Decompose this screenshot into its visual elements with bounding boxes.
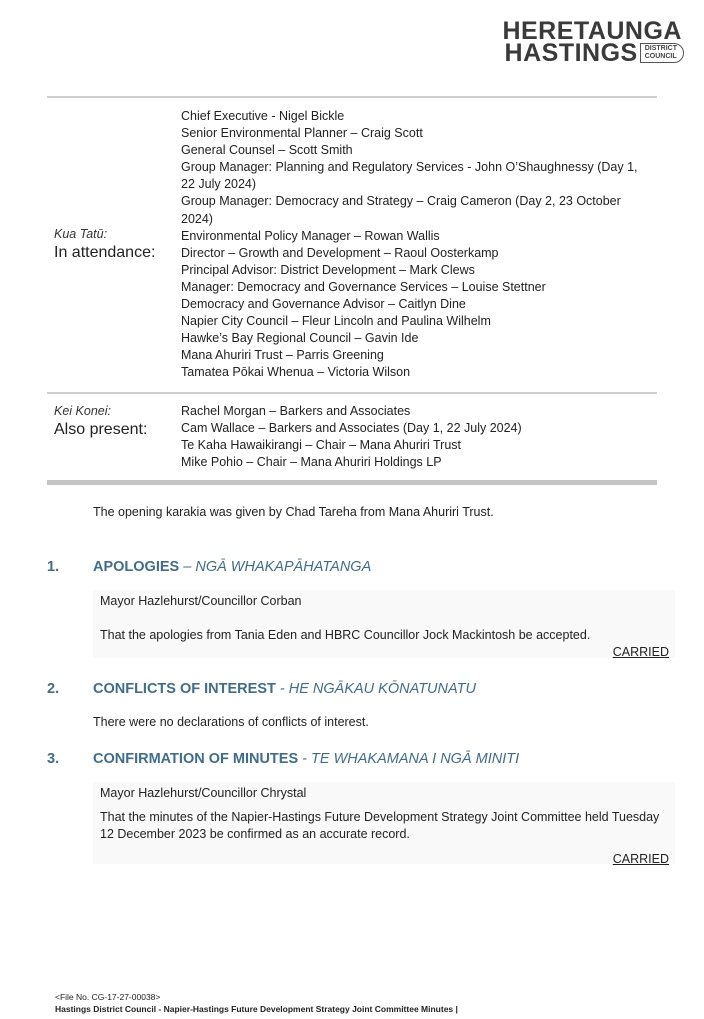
logo-top-text: HERETAUNGA xyxy=(502,17,682,45)
section-title-maori: HE NGĀKAU KŌNATUNATU xyxy=(288,681,476,697)
also-present-list xyxy=(181,403,651,471)
section-number: 2. xyxy=(47,681,60,697)
attendee: Mike Pohio – Chair – Mana Ahuriri Holdings LP xyxy=(181,455,442,470)
section-title xyxy=(93,558,371,576)
logo-badge xyxy=(640,43,684,63)
attendee: Te Kaha Hawaikirangi – Chair – Mana Ahuriri Trust xyxy=(181,438,461,453)
table-rule-bottom xyxy=(47,480,657,485)
opening-karakia-text: The opening karakia was given by Chad Tareha from Mana Ahuriri Trust. xyxy=(93,505,494,519)
table-rule-middle xyxy=(47,392,657,394)
footer-document-title: Hastings District Council - Napier-Hastings Future Development Strategy Joint Committee Minutes | xyxy=(55,1004,458,1014)
apologies-motion xyxy=(93,590,675,658)
attendee: Group Manager: Planning and Regulatory Services - John O’Shaughnessy (Day 1, 22 July 2024) xyxy=(181,160,638,192)
carried-label: CARRIED xyxy=(612,852,669,866)
motion-resolution: That the minutes of the Napier-Hastings Future Development Strategy Joint Committee held Tuesday 12 December 2023 be confirmed as an accurate record. xyxy=(100,810,660,841)
attendee: General Counsel – Scott Smith xyxy=(181,143,353,158)
section-title xyxy=(93,750,519,768)
section-number: 3. xyxy=(47,751,60,767)
section-title-separator: – xyxy=(179,559,196,575)
section-title-separator: - xyxy=(298,751,312,767)
attendee: Cam Wallace – Barkers and Associates (Day 1, 22 July 2024) xyxy=(181,421,522,436)
attendee: Mana Ahuriri Trust – Parris Greening xyxy=(181,348,384,363)
carried-label: CARRIED xyxy=(612,645,669,659)
section-title-maori: NGĀ WHAKAPĀHATANGA xyxy=(195,559,372,575)
attendance-list xyxy=(181,108,651,382)
motion-mover: Mayor Hazlehurst/Councillor Chrystal xyxy=(100,786,307,800)
motion-resolution: That the apologies from Tania Eden and HBRC Councillor Jock Mackintosh be accepted. xyxy=(100,628,591,642)
attendee: Principal Advisor: District Development – Mark Clews xyxy=(181,262,475,277)
attendee: Group Manager: Democracy and Strategy – Craig Cameron (Day 2, 23 October 2024) xyxy=(181,194,621,226)
also-present-label xyxy=(54,403,147,441)
attendee: Senior Environmental Planner – Craig Scott xyxy=(181,126,423,141)
section-title-english: CONFIRMATION OF MINUTES xyxy=(93,751,299,767)
attendee: Rachel Morgan – Barkers and Associates xyxy=(181,404,411,418)
footer-file-number: <File No. CG-17-27-00038> xyxy=(55,992,161,1002)
council-logo xyxy=(464,18,684,68)
also-present-label-english: Also present: xyxy=(54,421,148,438)
also-present-label-maori: Kei Konei: xyxy=(54,404,111,418)
section-title-separator: - xyxy=(275,681,289,697)
minutes-motion xyxy=(93,782,675,864)
conflicts-body: There were no declarations of conflicts of interest. xyxy=(93,715,369,729)
logo-bottom-text: HASTINGS xyxy=(504,39,638,67)
attendee: Tamatea Pōkai Whenua – Victoria Wilson xyxy=(181,365,411,380)
logo-bottom-row xyxy=(505,40,684,66)
attendee: Director – Growth and Development – Raoul Oosterkamp xyxy=(181,245,499,260)
attendee: Democracy and Governance Advisor – Caitlyn Dine xyxy=(181,297,466,312)
attendance-label xyxy=(54,226,155,264)
attendee: Chief Executive - Nigel Bickle xyxy=(181,109,345,123)
logo-badge-line1: DISTRICT xyxy=(644,45,677,52)
attendee: Environmental Policy Manager – Rowan Wallis xyxy=(181,228,440,243)
section-title-maori: TE WHAKAMANA I NGĀ MINITI xyxy=(311,751,520,767)
attendance-label-maori: Kua Tatū: xyxy=(54,227,108,241)
motion-mover: Mayor Hazlehurst/Councillor Corban xyxy=(100,594,302,608)
attendee: Hawke’s Bay Regional Council – Gavin Ide xyxy=(181,331,419,346)
attendee: Manager: Democracy and Governance Services – Louise Stettner xyxy=(181,279,546,294)
attendance-label-english: In attendance: xyxy=(54,244,156,261)
section-number: 1. xyxy=(47,559,60,575)
table-rule-top xyxy=(47,96,657,98)
page-footer xyxy=(55,991,458,1015)
section-title-english: APOLOGIES xyxy=(93,559,180,575)
section-title-english: CONFLICTS OF INTEREST xyxy=(93,681,276,697)
attendee: Napier City Council – Fleur Lincoln and Paulina Wilhelm xyxy=(181,314,491,329)
section-title xyxy=(93,680,476,698)
logo-badge-line2: COUNCIL xyxy=(644,53,677,60)
